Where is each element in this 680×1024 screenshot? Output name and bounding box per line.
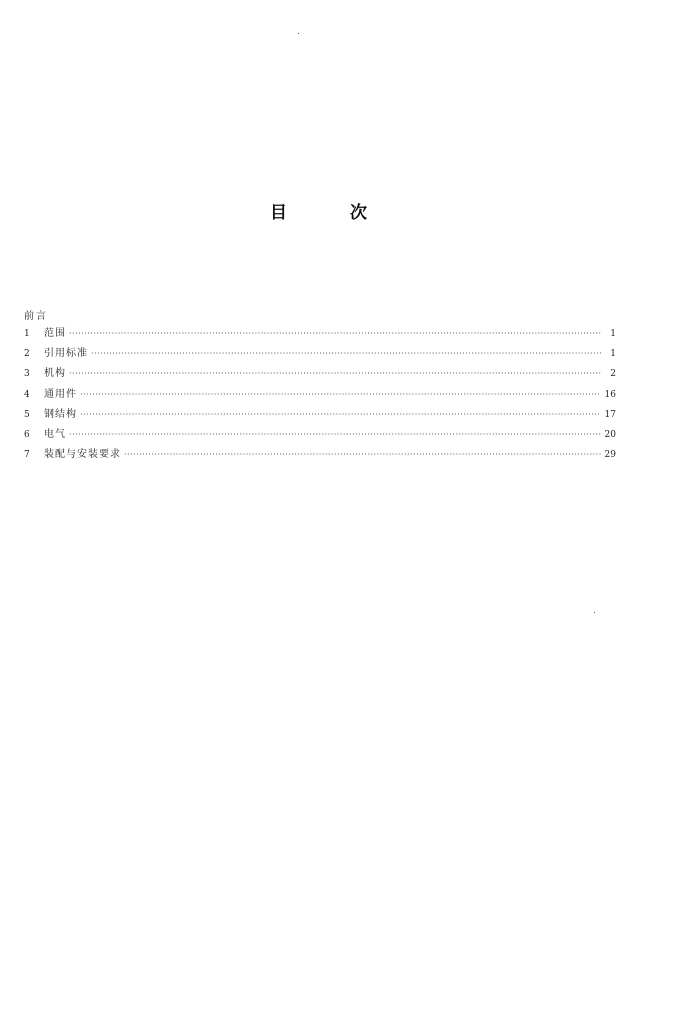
toc-entry-electrical[interactable] xyxy=(24,425,616,445)
toc-entry-assembly-installation[interactable] xyxy=(24,445,616,465)
toc-entry-page: 2 xyxy=(610,369,616,380)
toc-entry-number: 3 xyxy=(24,369,30,380)
toc-entry-page: 29 xyxy=(604,450,616,461)
scan-speck xyxy=(298,33,299,34)
toc-leader-dots xyxy=(124,445,601,465)
toc-entry-label: 电气 xyxy=(44,428,66,440)
toc-entry-number: 1 xyxy=(24,329,30,339)
toc-entry-label: 钢结构 xyxy=(44,408,77,420)
toc-title-char-2: 次 xyxy=(350,203,367,223)
toc-entry-label: 引用标准 xyxy=(44,348,88,360)
toc-entry-scope[interactable] xyxy=(24,324,616,344)
toc-entry-number: 4 xyxy=(24,389,30,400)
toc-leader-dots xyxy=(69,324,601,344)
toc-title-char-1: 目 xyxy=(270,203,287,223)
toc-entry-page: 17 xyxy=(604,409,616,420)
toc-entry-label: 装配与安装要求 xyxy=(44,449,121,461)
toc-leader-dots xyxy=(80,405,601,425)
toc-entry-label: 通用件 xyxy=(44,388,77,400)
toc-entry-label: 范围 xyxy=(44,328,66,339)
toc-preface[interactable]: 前言 xyxy=(24,311,48,322)
toc-entry-steel-structure[interactable] xyxy=(24,405,616,425)
toc-entry-referenced-standards[interactable] xyxy=(24,344,616,364)
toc-leader-dots xyxy=(91,344,601,364)
toc-leader-dots xyxy=(69,425,601,445)
toc-entry-number: 7 xyxy=(24,450,30,461)
toc-leader-dots xyxy=(80,385,601,405)
toc-entry-number: 6 xyxy=(24,429,30,440)
toc-entry-page: 20 xyxy=(604,429,616,440)
toc-title xyxy=(0,202,680,228)
toc-entry-number: 5 xyxy=(24,409,30,420)
toc-entry-label: 机构 xyxy=(44,368,66,380)
toc-entry-page: 16 xyxy=(604,389,616,400)
toc-entry-mechanism[interactable] xyxy=(24,364,616,384)
toc-entry-page: 1 xyxy=(610,349,616,360)
table-of-contents xyxy=(24,310,616,465)
toc-list xyxy=(24,324,616,465)
scan-speck xyxy=(594,612,595,613)
toc-entry-number: 2 xyxy=(24,349,30,360)
toc-entry-general-parts[interactable] xyxy=(24,385,616,405)
toc-leader-dots xyxy=(69,364,601,384)
toc-entry-page: 1 xyxy=(610,329,616,339)
